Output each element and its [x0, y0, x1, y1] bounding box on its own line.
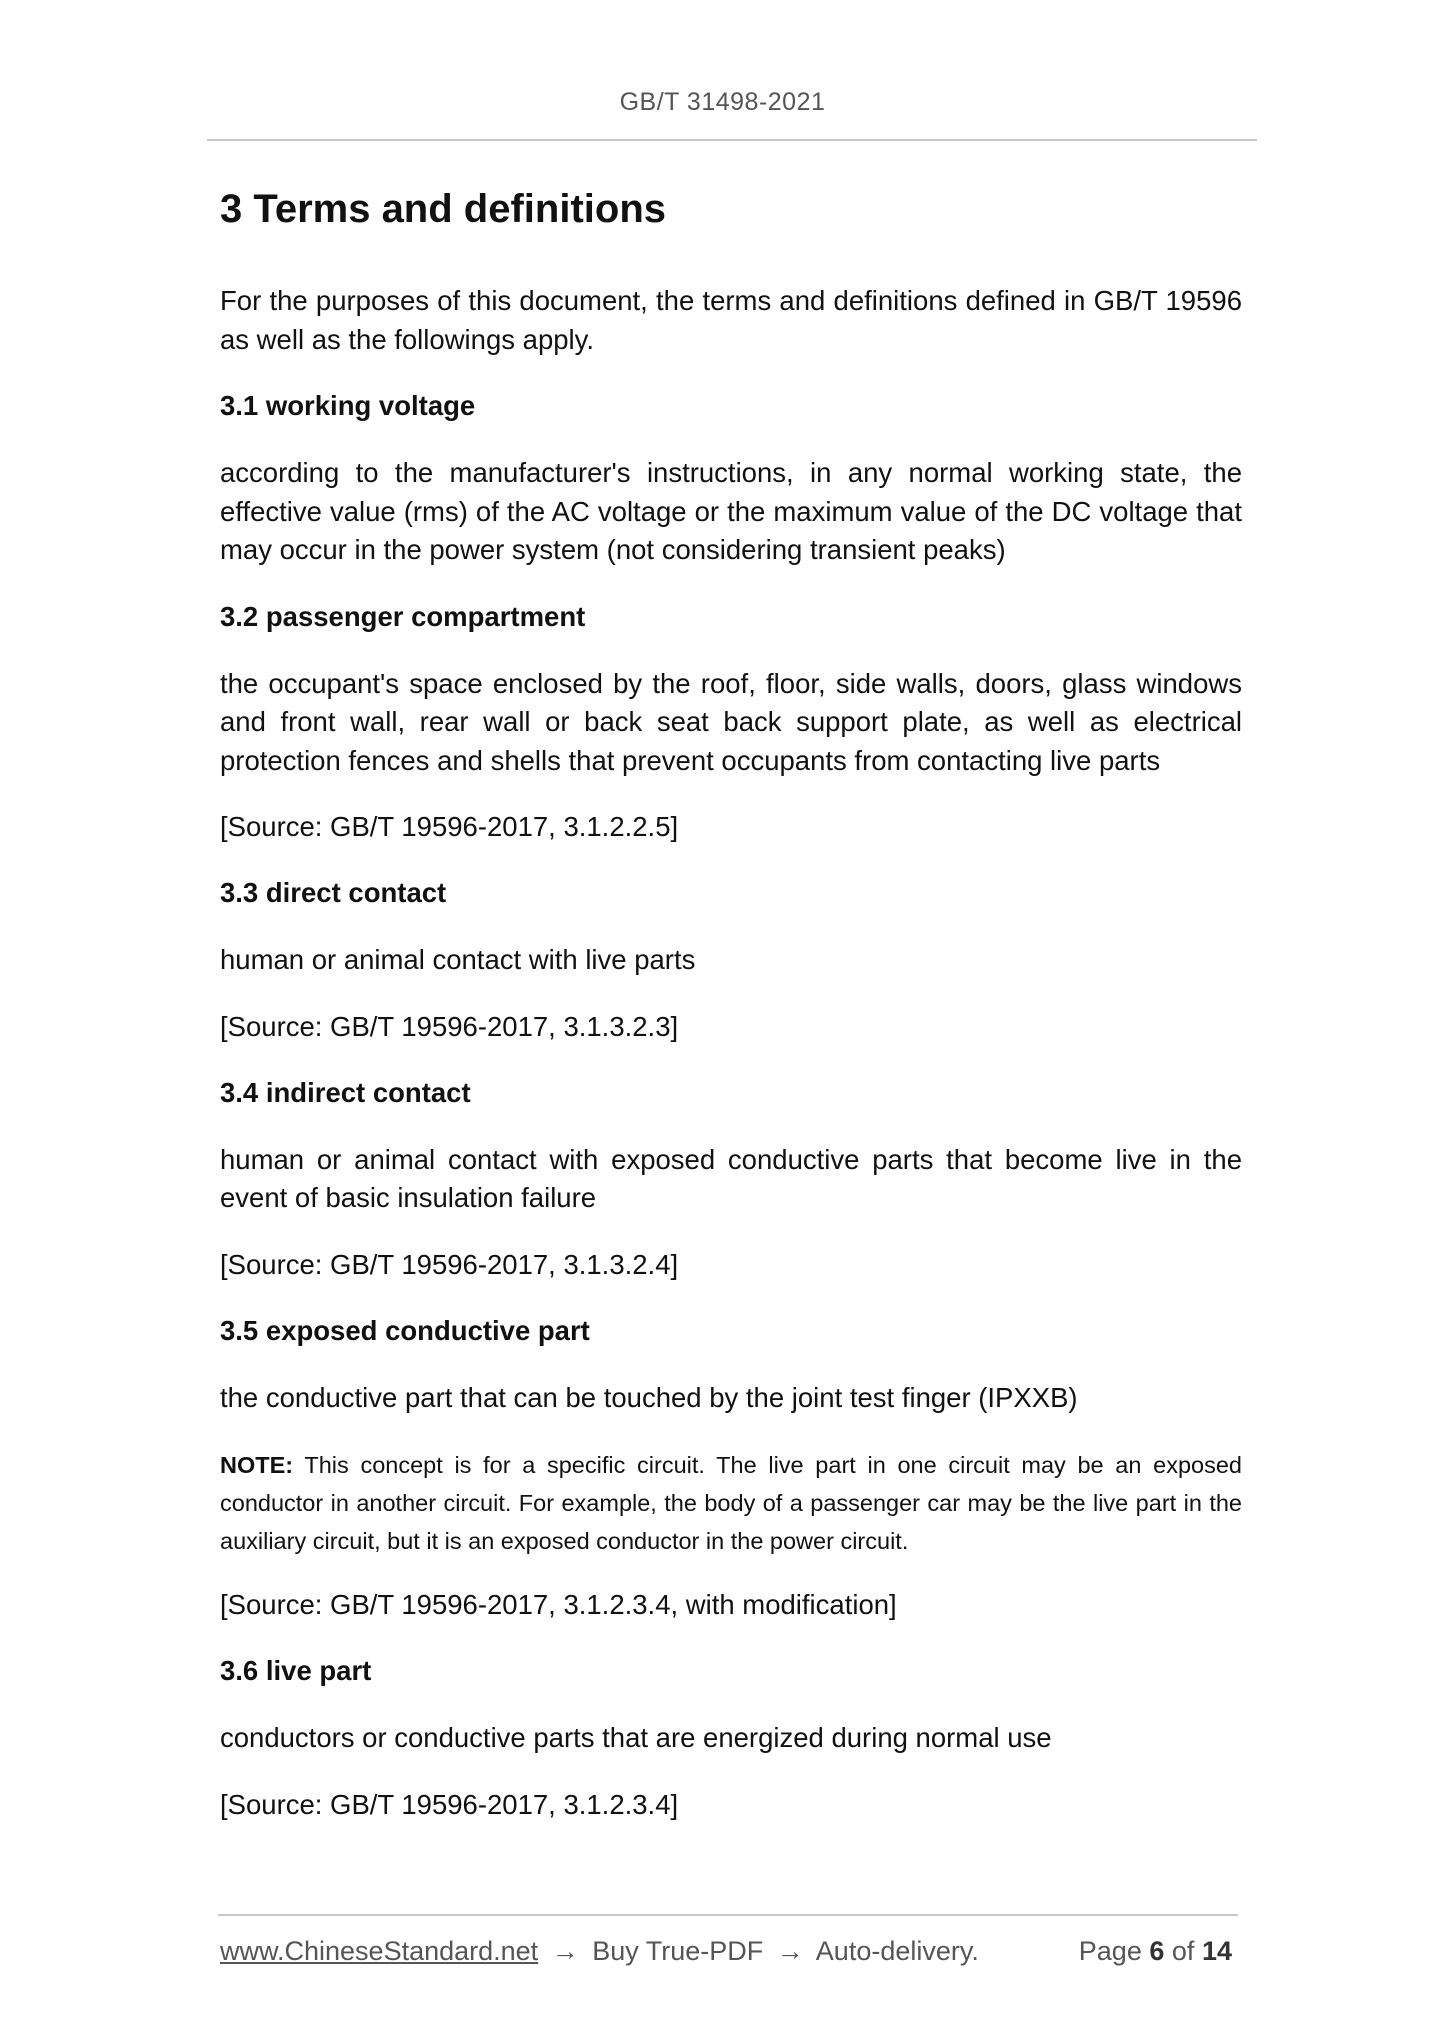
auto-delivery-text: Auto-delivery. — [815, 1936, 979, 1966]
term-definition-direct-contact: human or animal contact with live parts — [220, 944, 696, 975]
page-label: Page — [1078, 1936, 1142, 1966]
term-heading-working-voltage: 3.1 working voltage — [220, 390, 476, 421]
footer-promo — [220, 1936, 979, 1967]
document-id-header: GB/T 31498-2021 — [619, 88, 826, 116]
term-heading-passenger-compartment: 3.2 passenger compartment — [220, 600, 586, 632]
term-definition-exposed-conductive-part: the conductive part that can be touched by the joint test finger (IPXXB) — [220, 1381, 1078, 1413]
buy-true-pdf-text: Buy True-PDF — [592, 1936, 764, 1966]
term-source-indirect-contact: [Source: GB/T 19596-2017, 3.1.3.2.4] — [220, 1248, 679, 1280]
section-title: 3 Terms and definitions — [220, 187, 666, 231]
footer-divider — [218, 1914, 1238, 1916]
page-current: 6 — [1149, 1936, 1165, 1966]
term-heading-indirect-contact: 3.4 indirect contact — [220, 1076, 471, 1108]
term-source-passenger-compartment: [Source: GB/T 19596-2017, 3.1.2.2.5] — [220, 811, 679, 842]
page-footer — [220, 1936, 1232, 1976]
term-definition-passenger-compartment: the occupant's space enclosed by the roof, floor, side walls, doors, glass windows and front wall, rear wall or back seat back support plate, as well as electrical protection fences and shells that prevent occupants from contacting live parts — [220, 667, 1242, 776]
term-source-live-part: [Source: GB/T 19596-2017, 3.1.2.3.4] — [220, 1788, 679, 1820]
section-intro: For the purposes of this document, the terms and definitions defined in GB/T 19596 as well as the followings apply. — [220, 285, 1242, 355]
note-label: NOTE: — [220, 1452, 294, 1478]
term-definition-live-part: conductors or conductive parts that are energized during normal use — [220, 1722, 1052, 1753]
term-source-exposed-conductive-part: [Source: GB/T 19596-2017, 3.1.2.3.4, with modification] — [220, 1589, 897, 1620]
page-of-label: of — [1171, 1936, 1195, 1966]
term-heading-exposed-conductive-part: 3.5 exposed conductive part — [220, 1314, 590, 1346]
website-link[interactable]: www.ChineseStandard.net — [220, 1936, 539, 1966]
term-source-direct-contact: [Source: GB/T 19596-2017, 3.1.3.2.3] — [220, 1010, 679, 1042]
page-content — [220, 180, 1242, 1853]
page-number — [1079, 1936, 1232, 1967]
arrow-right-icon: → — [776, 1936, 804, 1966]
term-note-exposed-conductive-part — [220, 1446, 1242, 1560]
page-total: 14 — [1201, 1936, 1232, 1966]
header-divider — [207, 139, 1257, 141]
term-heading-live-part: 3.6 live part — [220, 1655, 372, 1686]
note-text: This concept is for a specific circuit. The live part in one circuit may be an exposed conductor in another circuit. For example, the body of a passenger car may be the live part in the auxiliary circuit, but it is an exposed conductor in the power circuit. — [220, 1452, 1242, 1554]
arrow-right-icon: → — [551, 1936, 579, 1966]
term-heading-direct-contact: 3.3 direct contact — [220, 877, 447, 908]
term-definition-indirect-contact: human or animal contact with exposed conductive parts that become live in the event of basic insulation failure — [220, 1143, 1242, 1213]
term-definition-working-voltage: according to the manufacturer's instructions, in any normal working state, the effective value (rms) of the AC voltage or the maximum value of the DC voltage that may occur in the power system (not considering transient peaks) — [220, 457, 1242, 565]
